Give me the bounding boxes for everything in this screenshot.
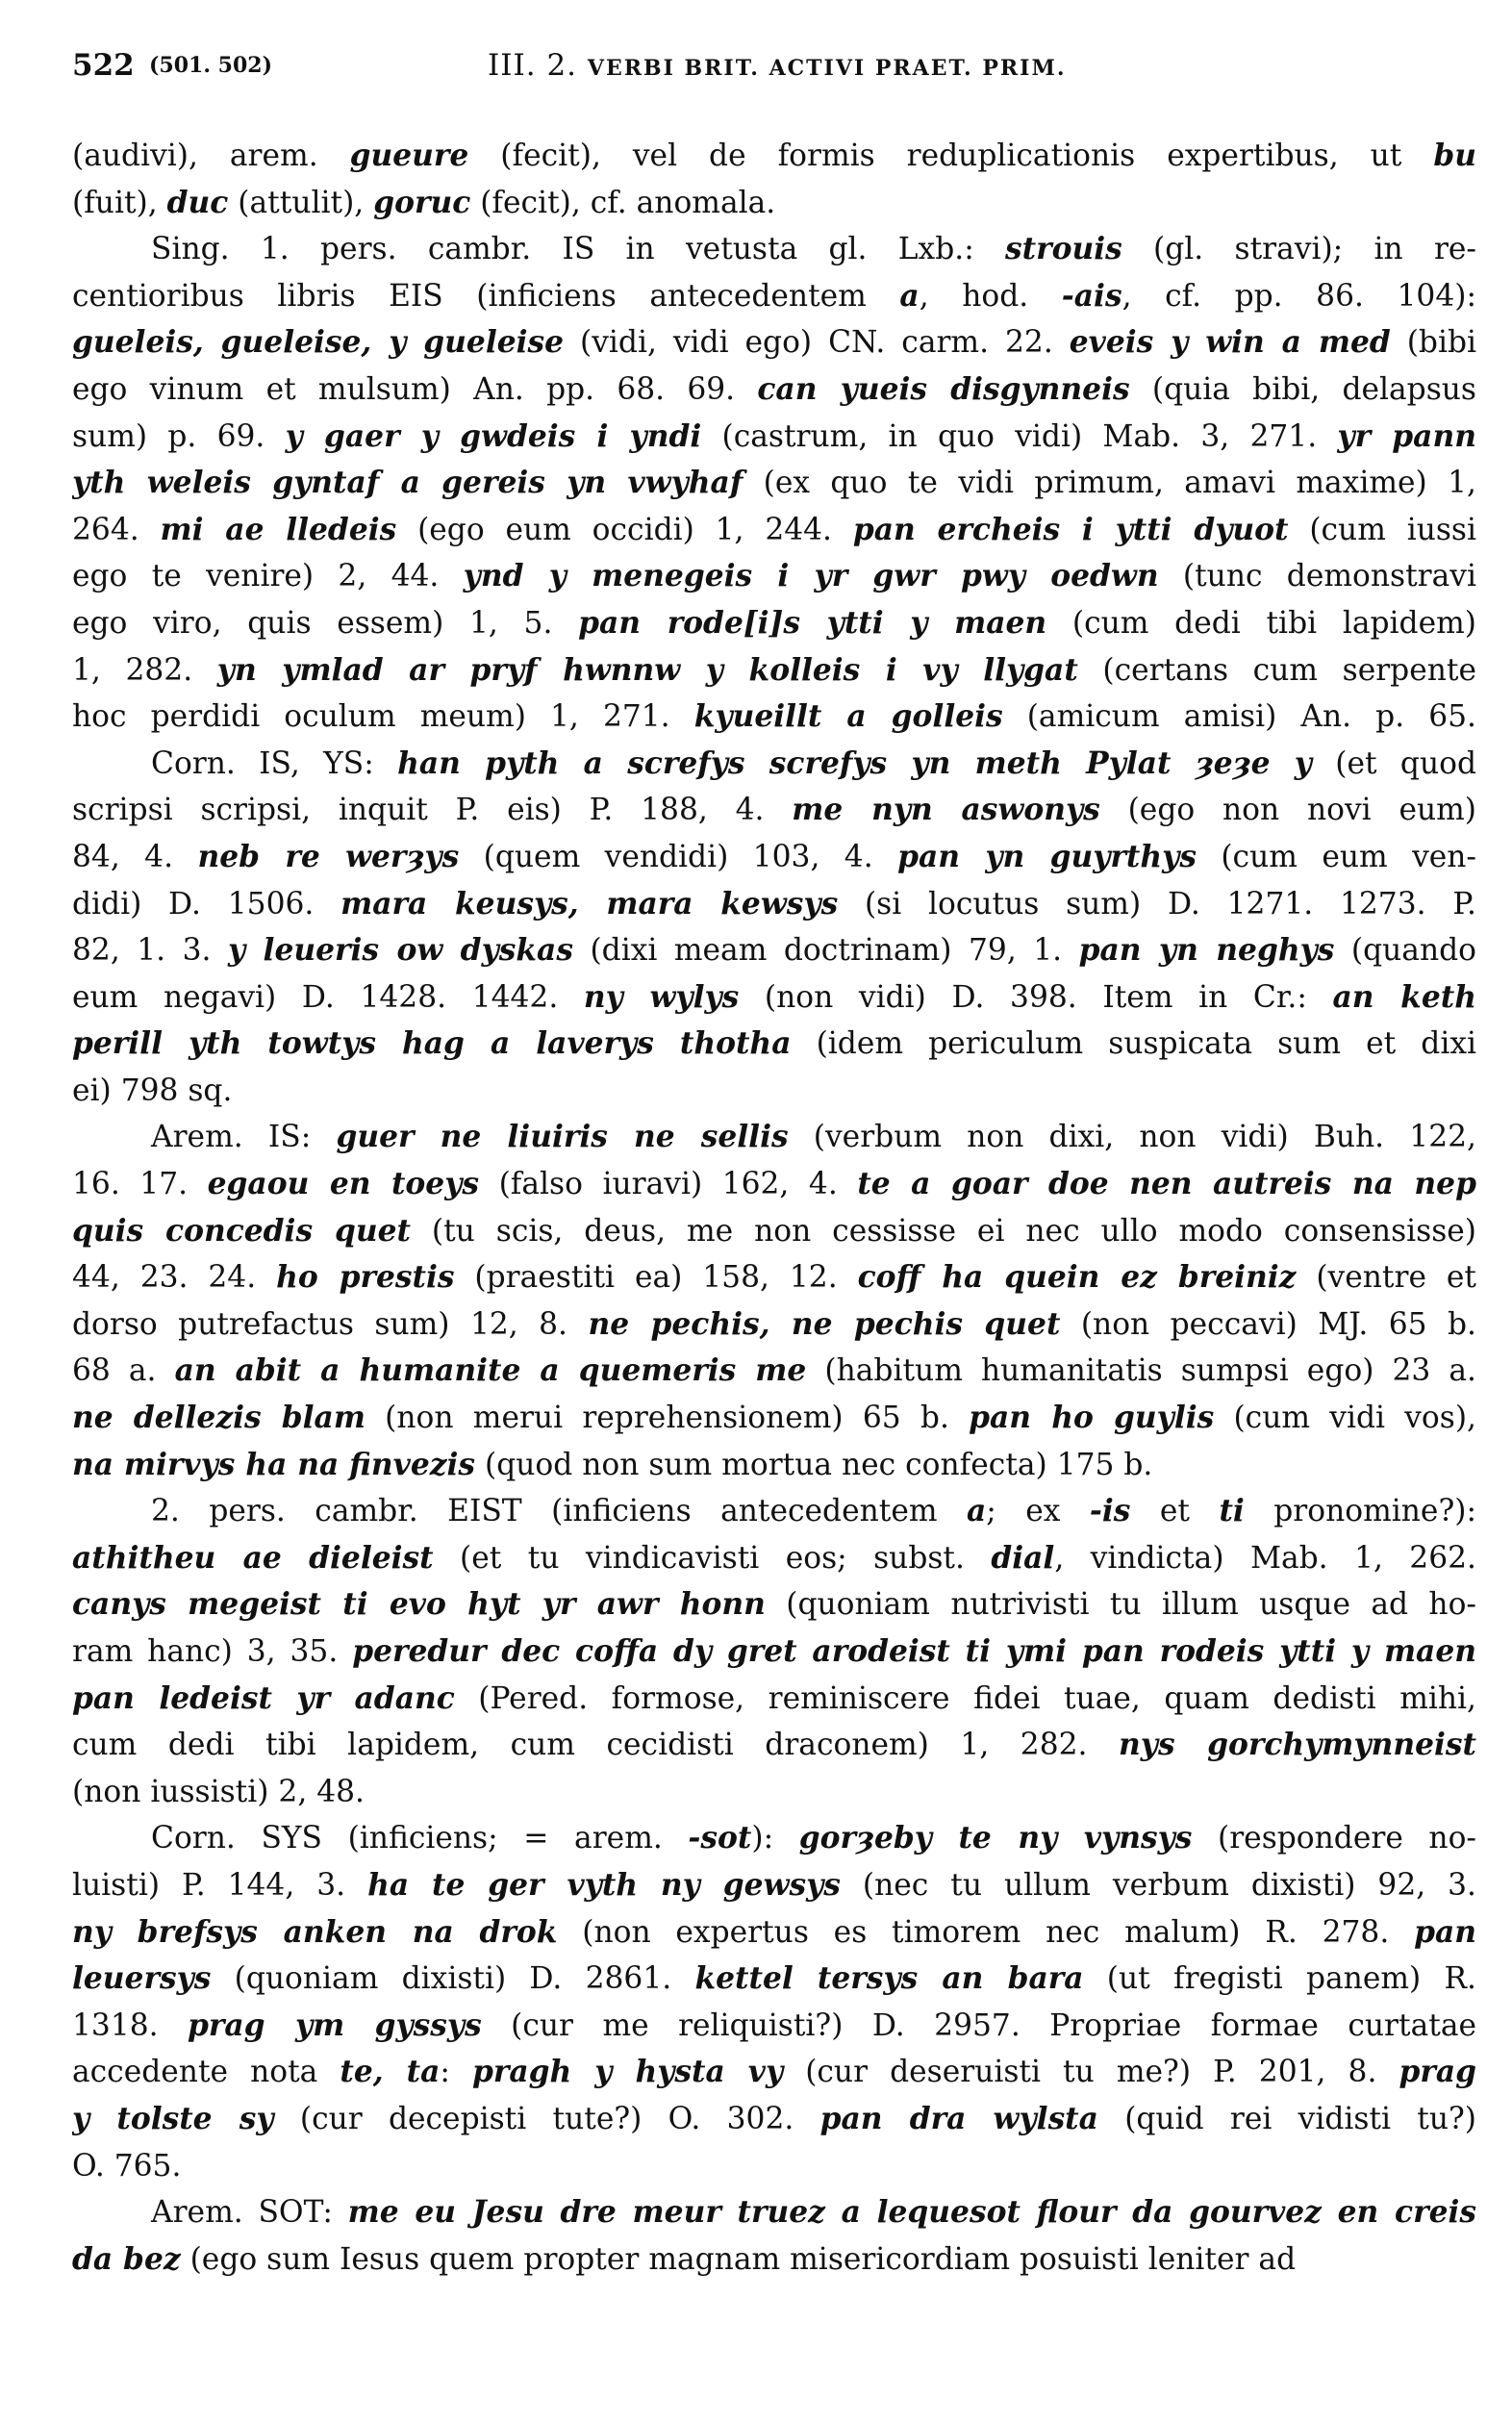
text-line: (audivi), arem. gueure (fecit), vel de formis reduplicationis expertibus, ut bu: [72, 139, 1476, 173]
text-line: cum dedi tibi lapidem, cum cecidisti draconem) 1, 282. nys gorchymynneist: [72, 1728, 1476, 1763]
text-line: Arem. IS: guer ne liuiris ne sellis (verbum non dixi, non vidi) Buh. 122,: [151, 1120, 1476, 1155]
text-line: perill yth towtys hag a laverys thotha (idem periculum suspicata sum et dixi: [72, 1026, 1476, 1062]
text-line: na mirvys ha na finvezis (quod non sum mortua nec confecta) 175 b.: [72, 1447, 1153, 1482]
page-reference: (501. 502): [149, 53, 272, 78]
text-line: athitheu ae dieleist (et tu vindicavisti eos; subst. dial, vindicta) Mab. 1, 262.: [72, 1540, 1476, 1576]
text-line: Corn. SYS (inficiens; = arem. -sot): gorȝeby te ny vynsys (respondere no-: [151, 1821, 1476, 1856]
text-line: 1, 282. yn ymlad ar pryf hwnnw y kolleis i vy llygat (certans cum serpente: [72, 652, 1476, 688]
text-line: sum) p. 69. y gaer y gwdeis i yndi (castrum, in quo vidi) Mab. 3, 271. yr pann: [72, 418, 1476, 454]
running-title: [488, 46, 1067, 88]
text-line: accedente nota te, ta: pragh y hysta vy (cur deseruisti tu me?) P. 201, 8. prag: [72, 2055, 1476, 2090]
text-line: (non iussisti) 2, 48.: [72, 1774, 365, 1809]
text-line: ny brefsys anken na drok (non expertus es timorem nec malum) R. 278. pan: [72, 1914, 1476, 1950]
text-line: 68 a. an abit a humanite a quemeris me (habitum humanitatis sumpsi ego) 23 a.: [72, 1353, 1476, 1389]
section-number: III. 2.: [488, 48, 578, 83]
text-line: ego vinum et mulsum) An. pp. 68. 69. can yueis disgynneis (quia bibi, delapsus: [72, 371, 1476, 407]
text-line: 16. 17. egaou en toeys (falso iuravi) 162, 4. te a goar doe nen autreis na nep: [72, 1167, 1476, 1202]
text-line: Arem. SOT: me eu Jesu dre meur truez a lequesot flour da gourvez en creis: [151, 2195, 1476, 2231]
text-line: ei) 798 sq.: [72, 1073, 233, 1108]
text-line: ram hanc) 3, 35. peredur dec coffa dy gret arodeist ti ymi pan rodeis ytti y maen: [72, 1634, 1476, 1669]
page-number: 522: [72, 48, 135, 83]
text-line: (fuit), duc (attulit), goruc (fecit), cf. anomala.: [72, 185, 776, 220]
text-line: 84, 4. neb re werȝys (quem vendidi) 103, 4. pan yn guyrthys (cum eum ven-: [72, 839, 1476, 874]
text-line: Sing. 1. pers. cambr. IS in vetusta gl. Lxb.: strouis (gl. stravi); in re-: [151, 232, 1476, 267]
text-line: ego viro, quis essem) 1, 5. pan rode[i]s ytti y maen (cum dedi tibi lapidem): [72, 605, 1476, 641]
text-line: 264. mi ae lledeis (ego eum occidi) 1, 244. pan ercheis i ytti dyuot (cum iussi: [72, 512, 1476, 547]
body-text: [72, 133, 1476, 2283]
text-line: luisti) P. 144, 3. ha te ger vyth ny gewsys (nec tu ullum verbum dixisti) 92, 3.: [72, 1867, 1476, 1903]
text-line: didi) D. 1506. mara keusys, mara kewsys (si locutus sum) D. 1271. 1273. P.: [72, 886, 1476, 922]
text-line: quis concedis quet (tu scis, deus, me non cessisse ei nec ullo modo consensisse): [72, 1213, 1476, 1249]
text-line: 1318. prag ym gyssys (cur me reliquisti?) D. 2957. Propriae formae curtatae: [72, 2007, 1476, 2043]
text-line: ego te venire) 2, 44. ynd y menegeis i yr gwr pwy oedwn (tunc demonstravi: [72, 559, 1476, 594]
text-line: y tolste sy (cur decepisti tute?) O. 302. pan dra wylsta (quid rei vidisti tu?): [72, 2101, 1476, 2136]
text-line: Corn. IS, YS: han pyth a screfys screfys yn meth Pylat ȝeȝe y (et quod: [151, 745, 1476, 781]
text-line: yth weleis gyntaf a gereis yn vwyhaf (ex quo te vidi primum, amavi maxime) 1,: [72, 466, 1476, 501]
text-line: gueleis, gueleise, y gueleise (vidi, vidi ego) CN. carm. 22. eveis y win a med (bibi: [72, 325, 1476, 361]
text-line: da bez (ego sum Iesus quem propter magnam misericordiam posuisti leniter ad: [72, 2241, 1297, 2277]
text-line: scripsi scripsi, inquit P. eis) P. 188, 4. me nyn aswonys (ego non novi eum): [72, 793, 1476, 828]
text-line: hoc perdidi oculum meum) 1, 271. kyueillt a golleis (amicum amisi) An. p. 65.: [72, 699, 1476, 735]
text-line: 2. pers. cambr. EIST (inficiens antecedentem a; ex -is et ti pronomine?):: [151, 1494, 1476, 1529]
text-line: dorso putrefactus sum) 12, 8. ne pechis, ne pechis quet (non peccavi) MJ. 65 b.: [72, 1306, 1476, 1342]
text-line: centioribus libris EIS (inficiens antecedentem a, hod. -ais, cf. pp. 86. 104):: [72, 278, 1476, 314]
running-title-text: VERBI BRIT. ACTIVI PRAET. PRIM.: [587, 56, 1067, 81]
text-line: eum negavi) D. 1428. 1442. ny wylys (non vidi) D. 398. Item in Cr.: an keth: [72, 979, 1476, 1015]
text-line: ne dellezis blam (non merui reprehensionem) 65 b. pan ho guylis (cum vidi vos),: [72, 1401, 1476, 1436]
text-line: leuersys (quoniam dixisti) D. 2861. kettel tersys an bara (ut fregisti panem) R.: [72, 1961, 1476, 1997]
text-line: 44, 23. 24. ho prestis (praestiti ea) 158, 12. coff ha quein ez breiniz (ventre et: [72, 1260, 1476, 1296]
text-line: O. 765.: [72, 2148, 182, 2184]
text-line: canys megeist ti evo hyt yr awr honn (quoniam nutrivisti tu illum usque ad ho-: [72, 1587, 1476, 1623]
text-line: 82, 1. 3. y leueris ow dyskas (dixi meam doctrinam) 79, 1. pan yn neghys (quando: [72, 933, 1476, 969]
text-line: pan ledeist yr adanc (Pered. formose, reminiscere fidei tuae, quam dedisti mihi,: [72, 1680, 1476, 1716]
running-header: [72, 46, 1476, 85]
